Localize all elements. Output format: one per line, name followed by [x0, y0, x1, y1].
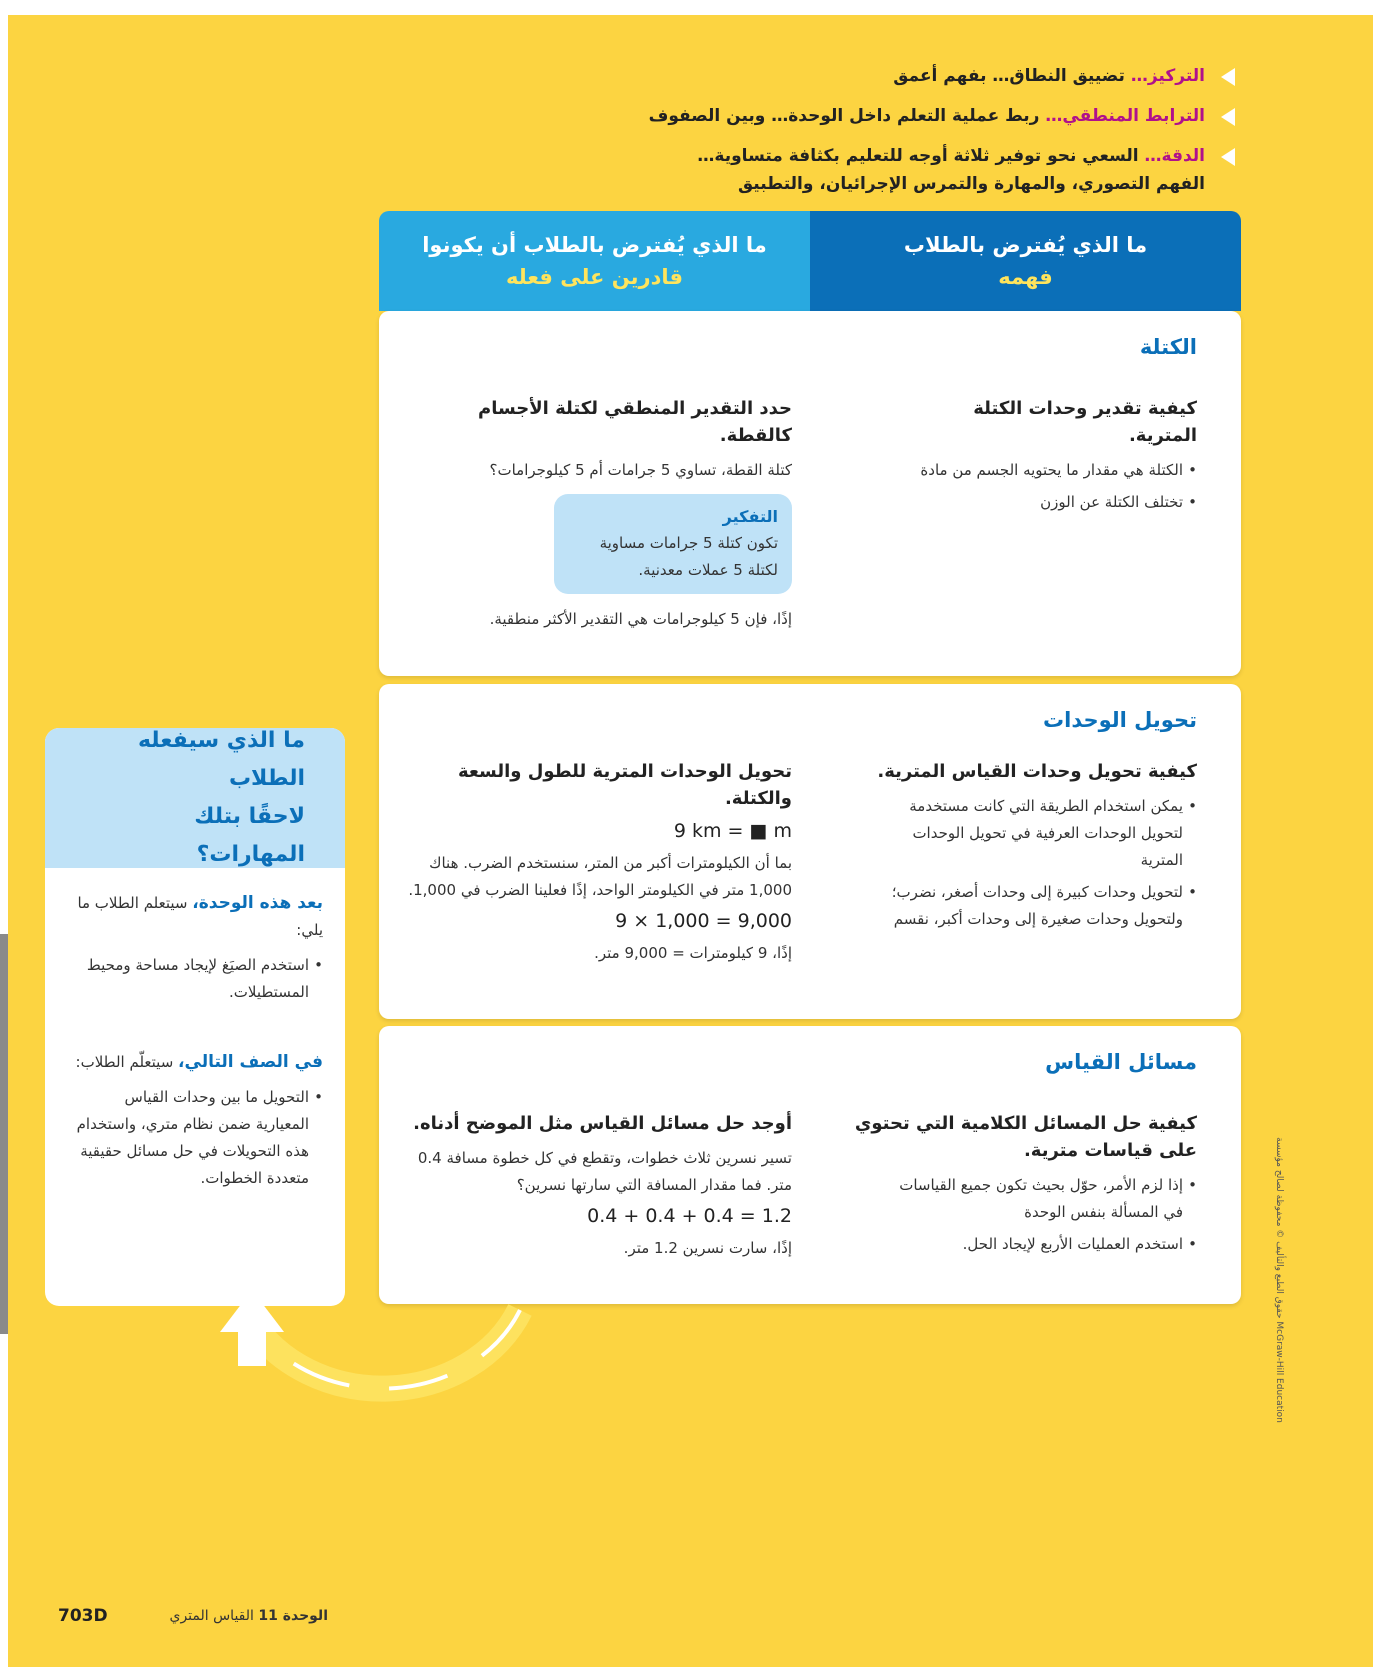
page-number: 703D	[58, 1606, 108, 1626]
understand-column: كيفية حل المسائل الكلامية التي تحتوي على قياسات مترية. • إذا لزم الأمر، حوّل بحيث تكون جميع القياسات في المسألة بنفس الوحدة • استخدم العمليات الأربع لإيجاد الحل.	[837, 1110, 1197, 1263]
thinking-box: التفكير تكون كتلة 5 جرامات مساوية لكتلة 5 عملات معدنية.	[554, 494, 792, 594]
next-steps-card: ما الذي سيفعله الطلاب لاحقًا بتلك المهارات؟ بعد هذه الوحدة، سيتعلم الطلاب ما يلي: • استخدم الصيَغ لإيجاد مساحة ومحيط المستطيلات. في الصف التالي، سيتعلّم الطلاب: • التحويل ما بين وحدات القياس المعيارية ضمن نظام متري، واستخدام هذه التحويلات في حل مسائل حقيقية متعددة الخطوات.	[45, 728, 345, 1306]
math-expression: 0.4 + 0.4 + 0.4 = 1.2	[587, 1205, 792, 1227]
arrow-bullet-icon	[1221, 68, 1235, 86]
understand-column: كيفية تقدير وحدات الكتلة المترية. • الكتلة هي مقدار ما يحتويه الجسم من مادة • تختلف الكتلة عن الوزن	[837, 395, 1197, 521]
arrow-bullet-icon	[1221, 148, 1235, 166]
focus-item: الدقة… السعي نحو توفير ثلاثة أوجه للتعليم بكثافة متساوية… الفهم التصوري، والمهارة والتمرس الإجرائيان، والتطبيق	[645, 142, 1235, 198]
header-do: ما الذي يُفترض بالطلاب أن يكونوا قادرين على فعله	[379, 211, 810, 311]
copyright-credit: حقوق الطبع والتأليف © محفوظة لصالح مؤسسة McGraw-Hill Education	[1274, 1137, 1284, 1423]
section-mass	[379, 311, 1241, 676]
math-expression: 9 km = ■ m	[673, 820, 792, 842]
focus-item: الترابط المنطقي… ربط عملية التعلم داخل الوحدة… وبين الصفوف	[475, 102, 1235, 130]
section-problems	[379, 1026, 1241, 1304]
edge-strip	[0, 934, 8, 1334]
section-title: تحويل الوحدات	[1043, 708, 1197, 732]
table-header	[379, 211, 1241, 311]
focus-item: التركيز… تضييق النطاق… بفهم أعمق	[475, 62, 1235, 90]
header-understand: ما الذي يُفترض بالطلاب فهمه	[810, 211, 1241, 311]
next-steps-title: ما الذي سيفعله الطلاب لاحقًا بتلك المهارات؟	[45, 728, 345, 868]
understand-column: كيفية تحويل وحدات القياس المترية. • يمكن استخدام الطريقة التي كانت مستخدمة لتحويل الوحدات العرفية في تحويل الوحدات المترية • لتحويل وحدات كبيرة إلى وحدات أصغر، نضرب؛ ولتحويل وحدات صغيرة إلى وحدات أكبر، نقسم	[837, 758, 1197, 938]
arrow-bullet-icon	[1221, 108, 1235, 126]
math-expression: 9 × 1,000 = 9,000	[615, 910, 792, 932]
section-title: مسائل القياس	[1045, 1050, 1197, 1074]
section-convert	[379, 684, 1241, 1019]
do-column: حدد التقدير المنطقي لكتلة الأجسام كالقطة. كتلة القطة، تساوي 5 جرامات أم 5 كيلوجرامات؟ التفكير تكون كتلة 5 جرامات مساوية لكتلة 5 عملات معدنية. إذًا، فإن 5 كيلوجرامات هي التقدير الأكثر منطقية.	[478, 398, 792, 628]
section-title: الكتلة	[1139, 335, 1197, 359]
do-column: أوجد حل مسائل القياس مثل الموضح أدناه. تسير نسرين ثلاث خطوات، وتقطع في كل خطوة مسافة 0.4 متر. فما مقدار المسافة التي سارتها نسرين؟ 0.4 + 0.4 + 0.4 = 1.2 إذًا، سارت نسرين 1.2 متر.	[407, 1110, 792, 1262]
cycle-arrow-icon	[200, 1290, 540, 1460]
focus-list	[475, 62, 1235, 210]
do-column: تحويل الوحدات المترية للطول والسعة والكتلة. 9 km = ■ m بما أن الكيلومترات أكبر من المتر، سنستخدم الضرب. هناك 1,000 متر في الكيلومتر الواحد، إذًا فعلينا الضرب في 1,000. 9 × 1,000 = 9,000 إذًا، 9 كيلومترات = 9,000 متر.	[408, 761, 792, 962]
